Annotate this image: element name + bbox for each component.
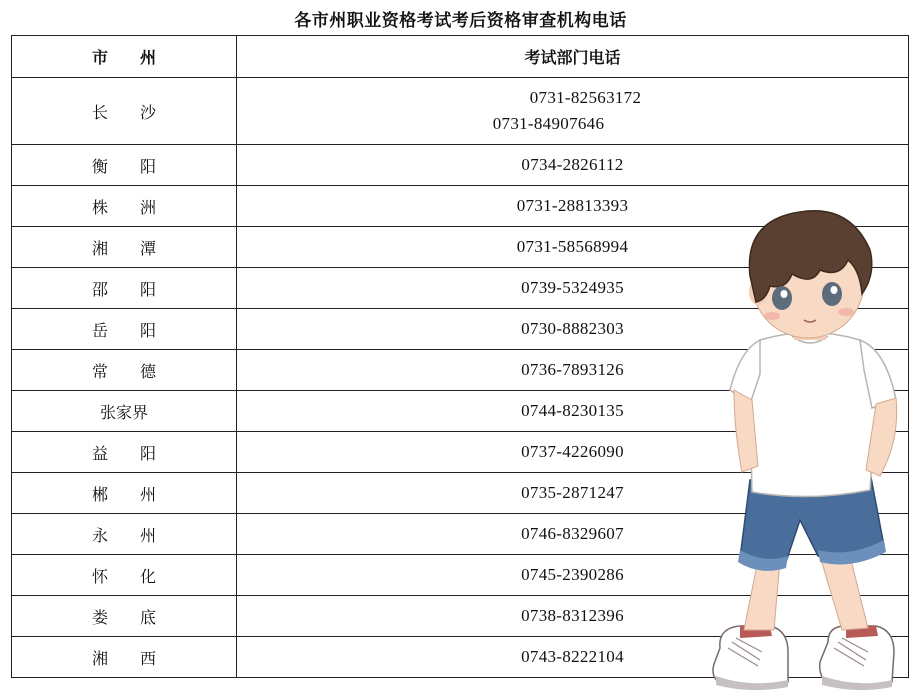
city-cell bbox=[12, 432, 237, 473]
city-name: 邵 阳 bbox=[91, 279, 156, 299]
city-name: 岳 阳 bbox=[91, 320, 156, 340]
table-row bbox=[12, 145, 909, 186]
city-cell bbox=[12, 350, 237, 391]
right-shoe bbox=[820, 626, 894, 690]
phone-cell: 0743-8222104 bbox=[237, 637, 909, 678]
left-shoe bbox=[713, 626, 788, 690]
city-cell bbox=[12, 186, 237, 227]
city-name: 湘 西 bbox=[91, 648, 156, 668]
city-cell bbox=[12, 309, 237, 350]
phone-cell: 0736-7893126 bbox=[237, 350, 909, 391]
city-name: 衡 阳 bbox=[91, 156, 156, 176]
city-name: 长 沙 bbox=[91, 102, 156, 122]
phone-cell: 0731-28813393 bbox=[237, 186, 909, 227]
city-cell bbox=[12, 145, 237, 186]
phone-number: 0731-84907646 bbox=[492, 114, 605, 133]
city-cell bbox=[12, 268, 237, 309]
city-name: 郴 州 bbox=[91, 484, 156, 504]
phone-cell: 0735-2871247 bbox=[237, 473, 909, 514]
column-header-phone: 考试部门电话 bbox=[237, 36, 909, 78]
phone-cell: 0746-8329607 bbox=[237, 514, 909, 555]
city-name: 张家界 bbox=[99, 402, 148, 422]
city-name: 湘 潭 bbox=[91, 238, 156, 258]
city-cell bbox=[12, 391, 237, 432]
city-cell bbox=[12, 514, 237, 555]
phone-number: 0731-82563172 bbox=[529, 88, 642, 107]
city-name: 怀 化 bbox=[91, 566, 156, 586]
phone-cell: 0737-4226090 bbox=[237, 432, 909, 473]
city-cell bbox=[12, 596, 237, 637]
phone-cell bbox=[237, 78, 909, 145]
phone-cell: 0744-8230135 bbox=[237, 391, 909, 432]
cheek bbox=[764, 312, 780, 320]
page-title: 各市州职业资格考试考后资格审查机构电话 bbox=[294, 11, 627, 31]
column-header-city: 市 州 bbox=[12, 36, 237, 78]
city-name: 益 阳 bbox=[91, 443, 156, 463]
city-name: 常 德 bbox=[91, 361, 156, 381]
phone-cell: 0731-58568994 bbox=[237, 227, 909, 268]
phone-cell: 0730-8882303 bbox=[237, 309, 909, 350]
city-cell bbox=[12, 78, 237, 145]
phone-cell: 0738-8312396 bbox=[237, 596, 909, 637]
phone-cell: 0734-2826112 bbox=[237, 145, 909, 186]
boy-mascot-illustration bbox=[700, 190, 915, 696]
city-cell bbox=[12, 637, 237, 678]
city-name: 娄 底 bbox=[91, 607, 156, 627]
city-cell bbox=[12, 227, 237, 268]
table-row bbox=[12, 78, 909, 145]
table-header-row bbox=[12, 36, 909, 78]
phone-cell: 0739-5324935 bbox=[237, 268, 909, 309]
phone-cell: 0745-2390286 bbox=[237, 555, 909, 596]
city-name: 株 洲 bbox=[91, 197, 156, 217]
city-cell bbox=[12, 555, 237, 596]
city-cell bbox=[12, 473, 237, 514]
city-name: 永 州 bbox=[91, 525, 156, 545]
cheek bbox=[838, 308, 854, 316]
